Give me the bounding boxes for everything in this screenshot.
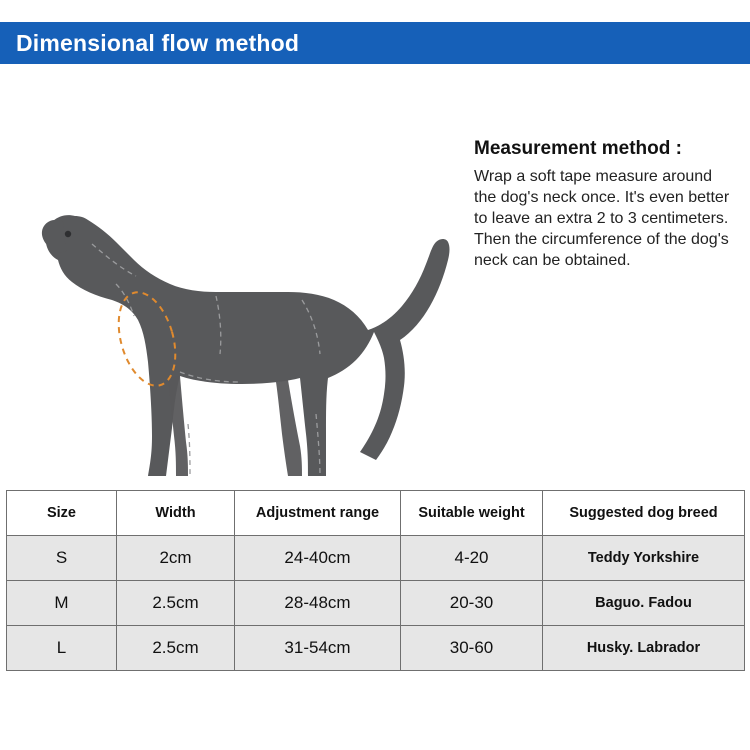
cell-suitable-weight: 30-60 (401, 626, 543, 671)
dog-icon (20, 164, 460, 484)
cell-adjustment-range: 31-54cm (235, 626, 401, 671)
cell-suggested-dog-breed: Husky. Labrador (543, 626, 745, 671)
measurement-title: Measurement method : (474, 138, 682, 159)
cell-adjustment-range: 24-40cm (235, 536, 401, 581)
measurement-method-block (474, 138, 736, 272)
neck-label: NECK (210, 457, 254, 473)
cell-suitable-weight: 20-30 (401, 581, 543, 626)
measurement-body: Wrap a soft tape measure around the dog's neck once. It's even better to leave an extra 2 to 3 centimeters. Then the circumference of the dog's neck can be obtained. (474, 168, 730, 270)
table-header-row (7, 491, 745, 536)
table-row (7, 536, 745, 581)
size-table-wrapper (6, 490, 744, 671)
column-header-suitable-weight: Suitable weight (401, 491, 543, 536)
size-table (6, 490, 745, 671)
cell-width: 2cm (117, 536, 235, 581)
column-header-width: Width (117, 491, 235, 536)
cell-suggested-dog-breed: Teddy Yorkshire (543, 536, 745, 581)
cell-suitable-weight: 4-20 (401, 536, 543, 581)
column-header-suggested-dog-breed: Suggested dog breed (543, 491, 745, 536)
column-header-adjustment-range: Adjustment range (235, 491, 401, 536)
page-title: Dimensional flow method (16, 29, 300, 56)
illustration-area (0, 64, 750, 489)
cell-size: M (7, 581, 117, 626)
page-header-banner (0, 22, 750, 64)
cell-size: L (7, 626, 117, 671)
cell-suggested-dog-breed: Baguo. Fadou (543, 581, 745, 626)
column-header-size: Size (7, 491, 117, 536)
cell-size: S (7, 536, 117, 581)
table-row (7, 626, 745, 671)
cell-width: 2.5cm (117, 626, 235, 671)
cell-width: 2.5cm (117, 581, 235, 626)
table-row (7, 581, 745, 626)
cell-adjustment-range: 28-48cm (235, 581, 401, 626)
dog-silhouette-graphic (20, 164, 460, 484)
